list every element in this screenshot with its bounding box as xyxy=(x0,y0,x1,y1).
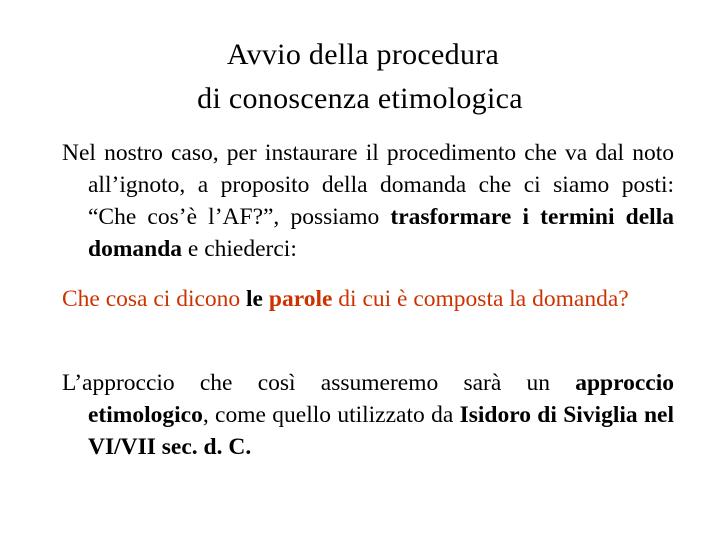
paragraph-1-bold: trasformare i termini della domanda xyxy=(88,204,674,262)
paragraph-3-bold-a: approccio etimologico xyxy=(88,370,674,428)
title-line-2: di conoscenza etimologica xyxy=(197,82,523,115)
paragraph-2-text-b: di cui è composta la domanda? xyxy=(332,286,629,312)
paragraph-1-text-b: e chiederci: xyxy=(182,236,297,262)
paragraph-2-bold-parole: parole xyxy=(268,286,333,312)
paragraph-1 xyxy=(62,137,674,265)
paragraph-2-bold-le: le xyxy=(246,286,263,312)
paragraph-3-text-a: L’approccio che così assumeremo sarà un xyxy=(62,370,576,396)
title-line-1: Avvio della procedura xyxy=(226,38,500,71)
paragraph-3-bold-b: Isidoro di Siviglia nel VI/VII sec. d. C. xyxy=(88,402,674,460)
paragraph-3-text-b: , come quello utilizzato da xyxy=(202,402,460,428)
paragraph-1-text-a: Nel nostro caso, per instaurare il procedimento che va dal noto all’ignoto, a proposito della domanda che ci siamo posti: “Che cos’è l’AF?”, possiamo xyxy=(62,140,674,230)
slide-title xyxy=(0,33,720,121)
paragraph-2-text-a: Che cosa ci dicono xyxy=(62,286,247,312)
paragraph-3 xyxy=(62,367,674,463)
paragraph-2 xyxy=(62,283,674,315)
